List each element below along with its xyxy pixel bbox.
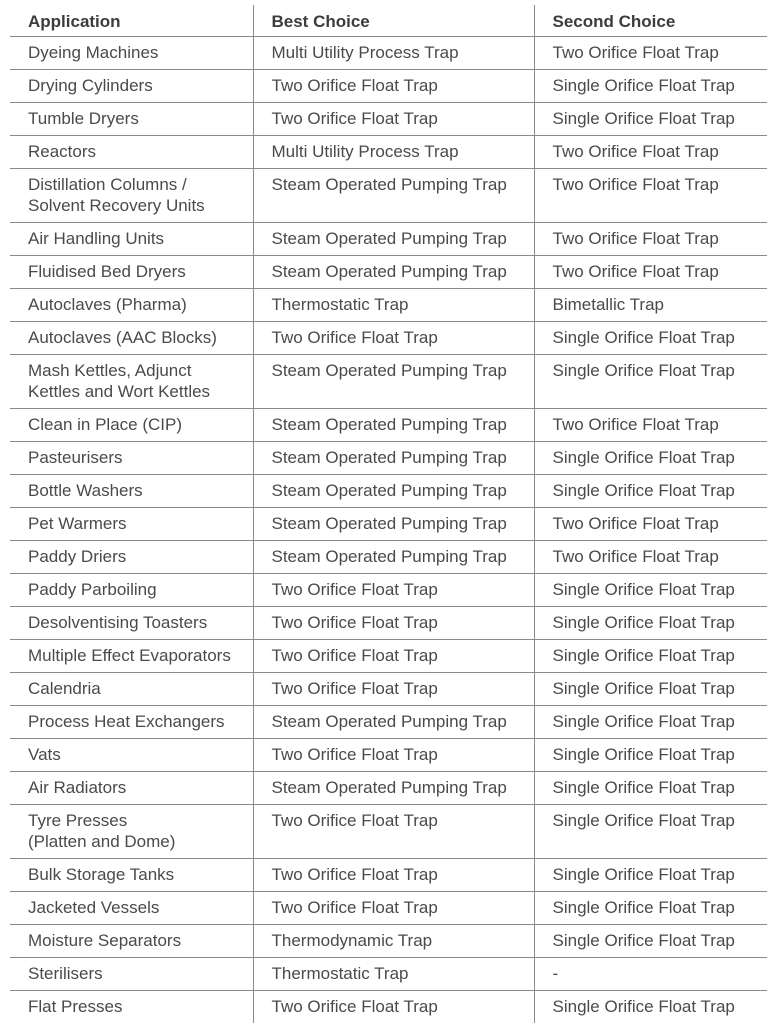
second-choice-cell: Two Orifice Float Trap: [534, 223, 767, 256]
application-cell: Distillation Columns / Solvent Recovery Units: [10, 169, 253, 223]
second-choice-cell: -: [534, 958, 767, 991]
best-choice-cell: Two Orifice Float Trap: [253, 640, 534, 673]
table-row: [10, 892, 767, 925]
second-choice-cell: Single Orifice Float Trap: [534, 673, 767, 706]
application-cell: Pet Warmers: [10, 508, 253, 541]
application-cell: Desolventising Toasters: [10, 607, 253, 640]
best-choice-cell: Thermostatic Trap: [253, 289, 534, 322]
application-cell: Fluidised Bed Dryers: [10, 256, 253, 289]
application-cell: Vats: [10, 739, 253, 772]
application-cell: Paddy Parboiling: [10, 574, 253, 607]
application-cell: Moisture Separators: [10, 925, 253, 958]
table-row: [10, 103, 767, 136]
application-cell: Drying Cylinders: [10, 70, 253, 103]
table-row: [10, 70, 767, 103]
second-choice-cell: Two Orifice Float Trap: [534, 169, 767, 223]
table-row: [10, 541, 767, 574]
best-choice-cell: Steam Operated Pumping Trap: [253, 541, 534, 574]
application-cell: Tumble Dryers: [10, 103, 253, 136]
best-choice-cell: Steam Operated Pumping Trap: [253, 256, 534, 289]
application-cell: Calendria: [10, 673, 253, 706]
best-choice-cell: Two Orifice Float Trap: [253, 859, 534, 892]
table-row: [10, 37, 767, 70]
application-cell: Bottle Washers: [10, 475, 253, 508]
second-choice-cell: Single Orifice Float Trap: [534, 892, 767, 925]
best-choice-cell: Steam Operated Pumping Trap: [253, 706, 534, 739]
table-row: [10, 958, 767, 991]
application-cell: Pasteurisers: [10, 442, 253, 475]
second-choice-cell: Two Orifice Float Trap: [534, 256, 767, 289]
second-choice-cell: Single Orifice Float Trap: [534, 574, 767, 607]
table-body: [10, 37, 767, 1023]
application-cell: Reactors: [10, 136, 253, 169]
second-choice-cell: Single Orifice Float Trap: [534, 607, 767, 640]
application-cell: Air Radiators: [10, 772, 253, 805]
best-choice-cell: Two Orifice Float Trap: [253, 574, 534, 607]
best-choice-cell: Steam Operated Pumping Trap: [253, 475, 534, 508]
best-choice-cell: Two Orifice Float Trap: [253, 991, 534, 1023]
column-header-application: Application: [10, 5, 253, 37]
second-choice-cell: Two Orifice Float Trap: [534, 409, 767, 442]
second-choice-cell: Single Orifice Float Trap: [534, 706, 767, 739]
table-row: [10, 508, 767, 541]
best-choice-cell: Steam Operated Pumping Trap: [253, 409, 534, 442]
best-choice-cell: Two Orifice Float Trap: [253, 892, 534, 925]
application-cell: Air Handling Units: [10, 223, 253, 256]
table-row: [10, 475, 767, 508]
table-row: [10, 640, 767, 673]
best-choice-cell: Two Orifice Float Trap: [253, 70, 534, 103]
second-choice-cell: Single Orifice Float Trap: [534, 805, 767, 859]
table-row: [10, 859, 767, 892]
table-row: [10, 574, 767, 607]
application-cell: Jacketed Vessels: [10, 892, 253, 925]
application-cell: Sterilisers: [10, 958, 253, 991]
application-cell: Tyre Presses (Platten and Dome): [10, 805, 253, 859]
header-row: [10, 5, 767, 37]
application-cell: Mash Kettles, Adjunct Kettles and Wort Kettles: [10, 355, 253, 409]
second-choice-cell: Two Orifice Float Trap: [534, 37, 767, 70]
table-row: [10, 607, 767, 640]
application-cell: Paddy Driers: [10, 541, 253, 574]
application-cell: Multiple Effect Evaporators: [10, 640, 253, 673]
table-row: [10, 136, 767, 169]
best-choice-cell: Two Orifice Float Trap: [253, 739, 534, 772]
second-choice-cell: Two Orifice Float Trap: [534, 508, 767, 541]
best-choice-cell: Steam Operated Pumping Trap: [253, 223, 534, 256]
best-choice-cell: Two Orifice Float Trap: [253, 607, 534, 640]
second-choice-cell: Single Orifice Float Trap: [534, 739, 767, 772]
column-header-second-choice: Second Choice: [534, 5, 767, 37]
best-choice-cell: Two Orifice Float Trap: [253, 103, 534, 136]
table-row: [10, 772, 767, 805]
steam-trap-selection-table: [10, 5, 767, 1023]
second-choice-cell: Two Orifice Float Trap: [534, 136, 767, 169]
second-choice-cell: Single Orifice Float Trap: [534, 991, 767, 1023]
second-choice-cell: Bimetallic Trap: [534, 289, 767, 322]
application-cell: Autoclaves (Pharma): [10, 289, 253, 322]
application-cell: Clean in Place (CIP): [10, 409, 253, 442]
second-choice-cell: Single Orifice Float Trap: [534, 772, 767, 805]
table-row: [10, 805, 767, 859]
second-choice-cell: Single Orifice Float Trap: [534, 103, 767, 136]
table-row: [10, 673, 767, 706]
second-choice-cell: Two Orifice Float Trap: [534, 541, 767, 574]
best-choice-cell: Two Orifice Float Trap: [253, 322, 534, 355]
best-choice-cell: Multi Utility Process Trap: [253, 136, 534, 169]
table-row: [10, 289, 767, 322]
second-choice-cell: Single Orifice Float Trap: [534, 322, 767, 355]
second-choice-cell: Single Orifice Float Trap: [534, 640, 767, 673]
application-cell: Process Heat Exchangers: [10, 706, 253, 739]
best-choice-cell: Steam Operated Pumping Trap: [253, 442, 534, 475]
table-row: [10, 409, 767, 442]
table-row: [10, 706, 767, 739]
second-choice-cell: Single Orifice Float Trap: [534, 355, 767, 409]
application-cell: Dyeing Machines: [10, 37, 253, 70]
best-choice-cell: Steam Operated Pumping Trap: [253, 772, 534, 805]
table-row: [10, 442, 767, 475]
best-choice-cell: Steam Operated Pumping Trap: [253, 355, 534, 409]
table-row: [10, 322, 767, 355]
table-row: [10, 256, 767, 289]
application-cell: Flat Presses: [10, 991, 253, 1023]
second-choice-cell: Single Orifice Float Trap: [534, 925, 767, 958]
table-row: [10, 169, 767, 223]
application-cell: Bulk Storage Tanks: [10, 859, 253, 892]
best-choice-cell: Thermostatic Trap: [253, 958, 534, 991]
table-row: [10, 925, 767, 958]
second-choice-cell: Single Orifice Float Trap: [534, 70, 767, 103]
column-header-best-choice: Best Choice: [253, 5, 534, 37]
best-choice-cell: Multi Utility Process Trap: [253, 37, 534, 70]
table-header: [10, 5, 767, 37]
second-choice-cell: Single Orifice Float Trap: [534, 859, 767, 892]
application-cell: Autoclaves (AAC Blocks): [10, 322, 253, 355]
second-choice-cell: Single Orifice Float Trap: [534, 442, 767, 475]
best-choice-cell: Two Orifice Float Trap: [253, 805, 534, 859]
table-row: [10, 223, 767, 256]
table-row: [10, 991, 767, 1023]
table-row: [10, 739, 767, 772]
best-choice-cell: Steam Operated Pumping Trap: [253, 169, 534, 223]
table-row: [10, 355, 767, 409]
second-choice-cell: Single Orifice Float Trap: [534, 475, 767, 508]
best-choice-cell: Thermodynamic Trap: [253, 925, 534, 958]
best-choice-cell: Steam Operated Pumping Trap: [253, 508, 534, 541]
best-choice-cell: Two Orifice Float Trap: [253, 673, 534, 706]
